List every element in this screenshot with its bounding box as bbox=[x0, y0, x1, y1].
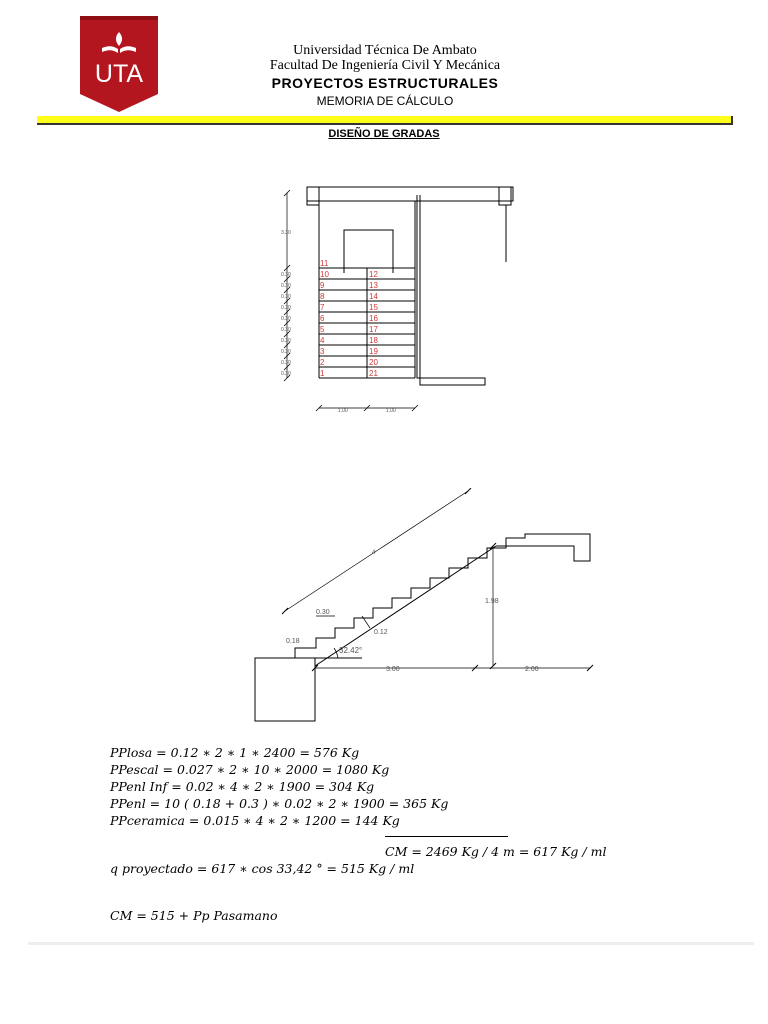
plan-dim: 3.30 bbox=[281, 230, 291, 236]
section-dim: 3.00 bbox=[386, 666, 400, 673]
page-bottom-divider bbox=[28, 942, 754, 945]
plan-step-label: 18 bbox=[369, 336, 378, 345]
plan-dim: 0.30 bbox=[281, 272, 291, 278]
formula-cm-final: CM = 515 + Pp Pasamano bbox=[110, 908, 278, 923]
university-name: Universidad Técnica De Ambato bbox=[293, 43, 477, 58]
plan-dim: 0.30 bbox=[281, 316, 291, 322]
section-dim: 1.98 bbox=[485, 598, 499, 605]
document-type: MEMORIA DE CÁLCULO bbox=[316, 94, 454, 108]
header-divider bbox=[37, 116, 733, 125]
section-dim: 0.18 bbox=[286, 638, 300, 645]
formula-pp-ceramica: PPceramica = 0.015 ∗ 4 ∗ 2 ∗ 1200 = 144 Kg bbox=[110, 813, 400, 828]
plan-step-label: 10 bbox=[320, 270, 329, 279]
plan-dim: 0.30 bbox=[281, 305, 291, 311]
plan-step-label: 20 bbox=[369, 358, 378, 367]
plan-dim: 0.30 bbox=[281, 283, 291, 289]
plan-step-label: 11 bbox=[320, 259, 329, 268]
plan-step-label: 1 bbox=[320, 369, 325, 378]
course-title: PROYECTOS ESTRUCTURALES bbox=[271, 75, 499, 91]
plan-step-label: 7 bbox=[320, 303, 325, 312]
uta-logo bbox=[80, 16, 158, 112]
formula-pp-losa: PPlosa = 0.12 ∗ 2 ∗ 1 ∗ 2400 = 576 Kg bbox=[110, 745, 360, 760]
formula-pp-enl: PPenl = 10 ( 0.18 + 0.3 ) ∗ 0.02 ∗ 2 ∗ 1900 = 365 Kg bbox=[110, 796, 449, 811]
stair-section-drawing bbox=[250, 488, 600, 723]
plan-step-label: 17 bbox=[369, 325, 378, 334]
formula-cm-total: CM = 2469 Kg / 4 m = 617 Kg / ml bbox=[385, 844, 607, 859]
plan-dim: 0.30 bbox=[281, 338, 291, 344]
plan-dim: 1.00 bbox=[386, 408, 396, 414]
formula-q-proyectado: q proyectado = 617 ∗ cos 33,42 ° = 515 Kg / ml bbox=[110, 861, 415, 876]
plan-dim: 0.30 bbox=[281, 349, 291, 355]
plan-step-label: 12 bbox=[369, 270, 378, 279]
logo-text: UTA bbox=[94, 60, 144, 88]
plan-dim: 0.30 bbox=[281, 371, 291, 377]
plan-step-label: 13 bbox=[369, 281, 378, 290]
plan-step-label: 5 bbox=[320, 325, 325, 334]
plan-dim: 0.30 bbox=[281, 360, 291, 366]
section-dim: 0.30 bbox=[316, 609, 330, 616]
faculty-name: Facultad De Ingeniería Civil Y Mecánica bbox=[269, 58, 501, 73]
plan-dim: 0.30 bbox=[281, 294, 291, 300]
formula-pp-enl-inf: PPenl Inf = 0.02 ∗ 4 ∗ 2 ∗ 1900 = 304 Kg bbox=[110, 779, 375, 794]
plan-dim: 1.00 bbox=[338, 408, 348, 414]
plan-step-label: 15 bbox=[369, 303, 378, 312]
plan-step-label: 3 bbox=[320, 347, 325, 356]
plan-step-label: 6 bbox=[320, 314, 325, 323]
plan-step-label: 9 bbox=[320, 281, 325, 290]
section-dim: 4 bbox=[372, 550, 376, 556]
plan-step-label: 14 bbox=[369, 292, 378, 301]
plan-step-label: 16 bbox=[369, 314, 378, 323]
section-title: DISEÑO DE GRADAS bbox=[328, 128, 440, 140]
section-dim: 2.00 bbox=[525, 666, 539, 673]
section-angle: 32.42° bbox=[339, 646, 363, 655]
plan-step-label: 2 bbox=[320, 358, 325, 367]
plan-dim: 0.30 bbox=[281, 327, 291, 333]
plan-step-label: 21 bbox=[369, 369, 378, 378]
sum-rule bbox=[385, 836, 508, 837]
plan-step-label: 4 bbox=[320, 336, 325, 345]
plan-step-label: 19 bbox=[369, 347, 378, 356]
plan-step-label: 8 bbox=[320, 292, 325, 301]
stair-plan-drawing bbox=[270, 178, 520, 418]
section-dim: 0.12 bbox=[374, 629, 388, 636]
formula-pp-escal: PPescal = 0.027 ∗ 2 ∗ 10 ∗ 2000 = 1080 Kg bbox=[110, 762, 390, 777]
